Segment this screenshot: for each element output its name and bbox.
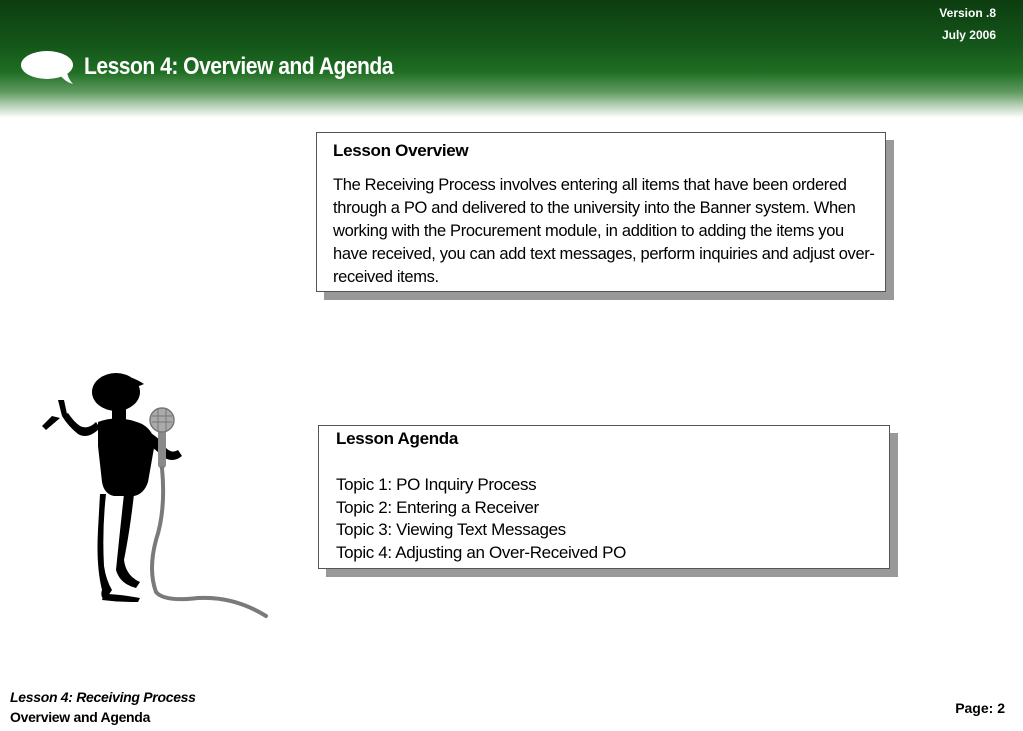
footer-subtitle: Overview and Agenda (10, 709, 151, 725)
version-label: Version .8 (939, 6, 996, 20)
header-banner (0, 0, 1023, 118)
agenda-topic-3: Topic 3: Viewing Text Messages (336, 520, 566, 540)
footer-lesson-title: Lesson 4: Receiving Process (10, 689, 196, 705)
page-title: Lesson 4: Overview and Agenda (84, 53, 394, 80)
lesson-overview-box (316, 132, 886, 292)
overview-text: The Receiving Process involves entering all items that have been ordered through a PO and delivered to the university into the Banner system. When working with the Procurement module, in addition to adding the items you have received, you can add text messages, perform inquiries and adjust over-received items. (333, 175, 875, 286)
agenda-topic-4: Topic 4: Adjusting an Over-Received PO (336, 542, 627, 562)
page-number: Page: 2 (955, 700, 1005, 716)
singer-with-microphone-icon (38, 370, 273, 625)
agenda-topic-list (336, 474, 626, 564)
agenda-heading: Lesson Agenda (336, 429, 459, 448)
agenda-topic-1: Topic 1: PO Inquiry Process (336, 475, 537, 494)
speech-bubble-icon (21, 50, 75, 86)
lesson-agenda-box (318, 425, 890, 569)
agenda-topic-2: Topic 2: Entering a Receiver (336, 497, 539, 517)
date-label: July 2006 (941, 28, 996, 42)
overview-heading: Lesson Overview (333, 141, 469, 160)
